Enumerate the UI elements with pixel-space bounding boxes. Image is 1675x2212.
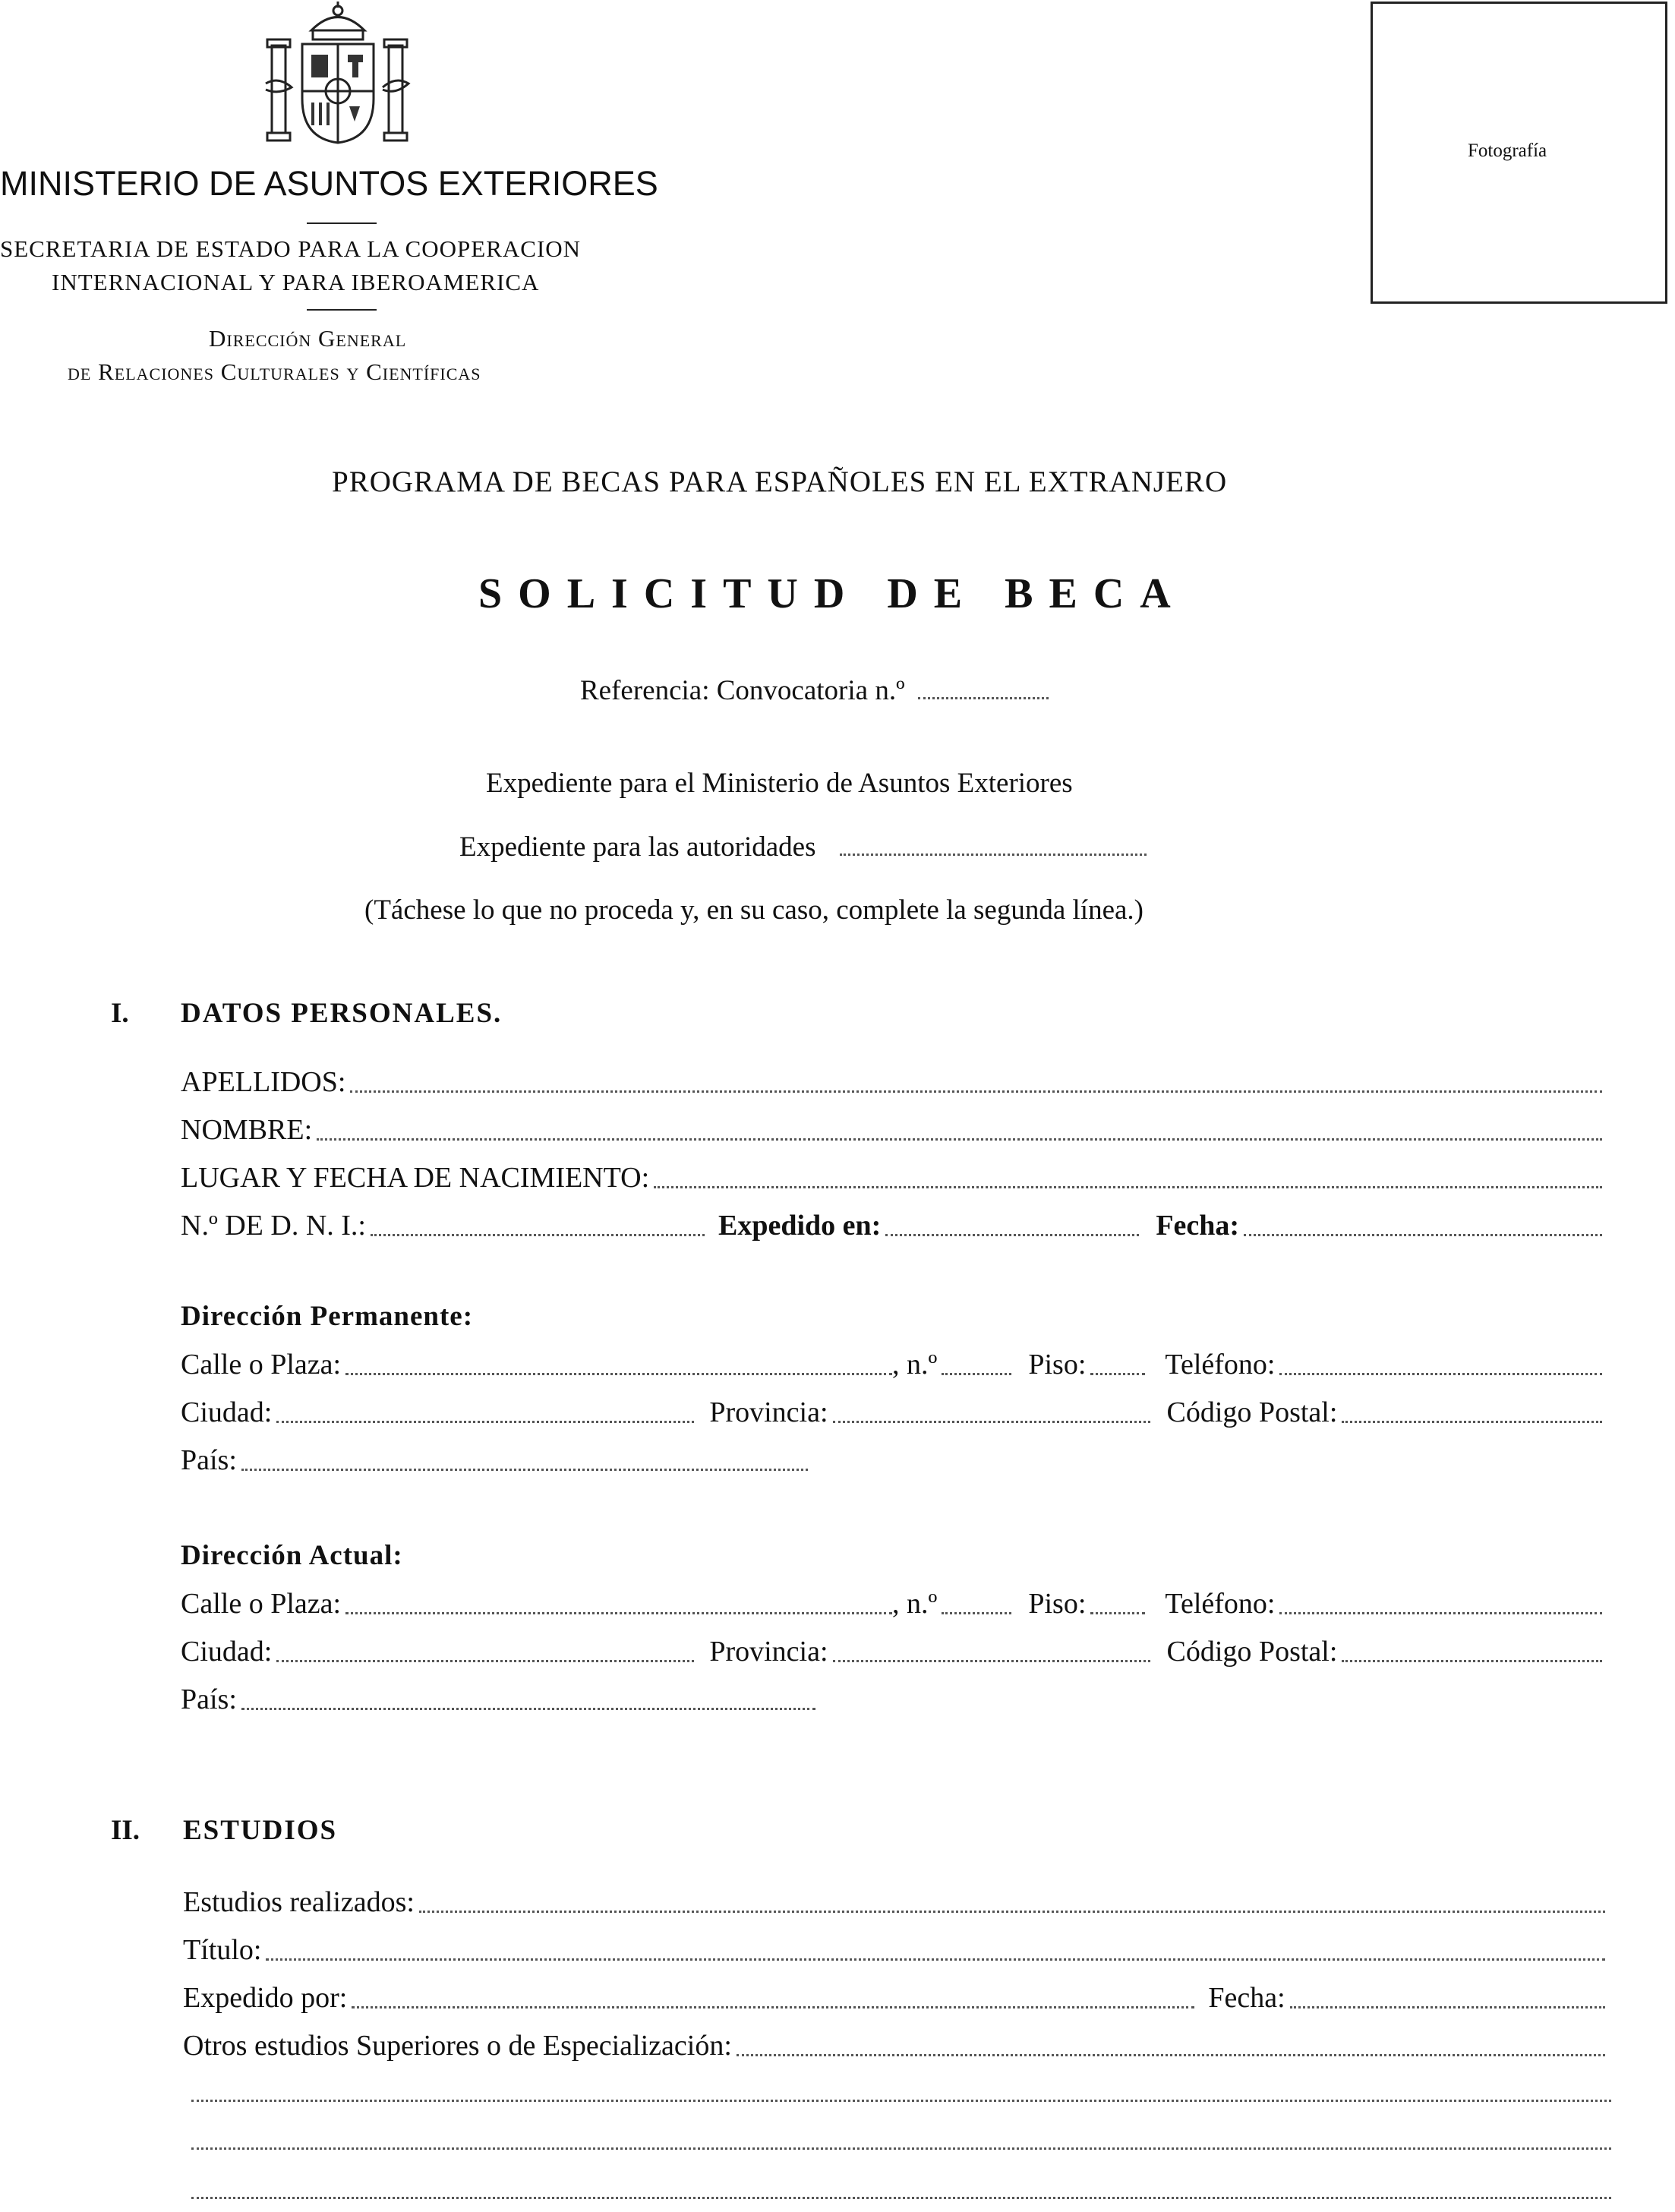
numero-label: , n.º [892,1349,938,1381]
otros-estudios-blank-line[interactable] [191,2197,1611,2199]
nombre-row [181,1113,1608,1147]
permanente-heading: Dirección Permanente: [181,1301,474,1332]
ciudad-label: Ciudad: [181,1396,273,1428]
dni-field[interactable] [371,1232,705,1236]
fecha-label: Fecha: [1208,1982,1285,2014]
coat-of-arms-icon [258,0,418,146]
expediente-autoridades-field[interactable] [840,852,1147,856]
dni-row [181,1209,1608,1242]
ciudad-label: Ciudad: [181,1636,273,1668]
actual-pais-row [181,1683,1608,1716]
ciudad-field[interactable] [276,1419,694,1423]
otros-estudios-row [183,2029,1611,2062]
actual-ciudad-row [181,1635,1608,1668]
otros-estudios-blank-line[interactable] [191,2147,1611,2150]
expediente-autoridades-line [459,831,1147,863]
actual-calle-row [181,1587,1608,1620]
reference-field[interactable] [918,696,1049,699]
calle-field[interactable] [345,1611,892,1614]
lugar-fecha-row [181,1161,1608,1194]
instruction-text: (Táchese lo que no proceda y, en su caso, complete la segunda línea.) [364,895,1143,926]
expedido-por-row [183,1981,1611,2015]
nombre-label: NOMBRE: [181,1114,313,1146]
ciudad-field[interactable] [276,1658,694,1662]
piso-label: Piso: [1028,1349,1087,1381]
expedido-en-field[interactable] [885,1232,1139,1236]
estudios-realizados-row [183,1885,1611,1919]
fecha-field[interactable] [1244,1232,1602,1236]
calle-label: Calle o Plaza: [181,1349,342,1381]
telefono-label: Teléfono: [1165,1588,1276,1620]
expediente-ministerio[interactable]: Expediente para el Ministerio de Asuntos Exteriores [486,768,1073,799]
otros-estudios-label: Otros estudios Superiores o de Especialización: [183,2030,732,2062]
secretary-line-1: SECRETARIA DE ESTADO PARA LA COOPERACION [0,235,582,262]
telefono-field[interactable] [1279,1611,1602,1614]
secretary-line-2: INTERNACIONAL Y PARA IBEROAMERICA [52,269,540,295]
calle-label: Calle o Plaza: [181,1588,342,1620]
section-1-title: DATOS PERSONALES. [181,998,503,1029]
direction-line-1: Dirección General [209,325,407,352]
codigo-postal-label: Código Postal: [1166,1396,1338,1428]
piso-field[interactable] [1090,1611,1145,1614]
expedido-en-label: Expedido en: [718,1210,882,1242]
apellidos-row [181,1065,1608,1099]
header-divider [307,309,377,311]
titulo-label: Título: [183,1934,262,1966]
reference-line [580,674,1049,707]
codigo-postal-label: Código Postal: [1166,1636,1338,1668]
header-divider [307,222,377,224]
codigo-postal-field[interactable] [1342,1419,1602,1423]
codigo-postal-field[interactable] [1342,1658,1602,1662]
pais-label: País: [181,1444,237,1476]
permanente-calle-row [181,1348,1608,1381]
provincia-label: Provincia: [709,1636,828,1668]
dni-label: N.º DE D. N. I.: [181,1210,366,1242]
section-2-number: II. [111,1815,140,1846]
page-title: SOLICITUD DE BECA [478,570,1187,617]
telefono-label: Teléfono: [1165,1349,1276,1381]
numero-field[interactable] [942,1611,1011,1614]
apellidos-field[interactable] [350,1089,1602,1093]
pais-label: País: [181,1683,237,1715]
photo-label: Fotografía [1468,140,1547,161]
photo-box[interactable] [1371,2,1667,304]
provincia-field[interactable] [833,1658,1150,1662]
calle-field[interactable] [345,1371,892,1375]
expedido-por-field[interactable] [352,2005,1194,2008]
lugar-fecha-label: LUGAR Y FECHA DE NACIMIENTO: [181,1162,650,1194]
provincia-field[interactable] [833,1419,1150,1423]
provincia-label: Provincia: [709,1396,828,1428]
reference-label: Referencia: Convocatoria n.º [580,675,905,706]
numero-field[interactable] [942,1371,1011,1375]
fecha-label: Fecha: [1156,1210,1240,1242]
titulo-row [183,1933,1611,1967]
numero-label: , n.º [892,1588,938,1620]
pais-field[interactable] [241,1467,808,1471]
piso-label: Piso: [1028,1588,1087,1620]
expedido-por-label: Expedido por: [183,1982,348,2014]
telefono-field[interactable] [1279,1371,1602,1375]
direction-line-2: de Relaciones Culturales y Científicas [68,358,481,385]
piso-field[interactable] [1090,1371,1145,1375]
estudios-realizados-field[interactable] [419,1909,1605,1913]
expediente-autoridades-label[interactable]: Expediente para las autoridades [459,831,816,863]
otros-estudios-blank-line[interactable] [191,2100,1611,2102]
section-1-number: I. [111,998,129,1029]
estudios-realizados-label: Estudios realizados: [183,1886,415,1918]
apellidos-label: APELLIDOS: [181,1066,346,1098]
fecha-field[interactable] [1290,2005,1605,2008]
lugar-fecha-field[interactable] [654,1185,1602,1188]
permanente-pais-row [181,1444,1608,1477]
permanente-ciudad-row [181,1396,1608,1429]
actual-heading: Dirección Actual: [181,1540,403,1571]
ministry-name: MINISTERIO DE ASUNTOS EXTERIORES [0,164,658,203]
pais-field[interactable] [241,1706,815,1710]
program-title: PROGRAMA DE BECAS PARA ESPAÑOLES EN EL EXTRANJERO [332,465,1228,498]
nombre-field[interactable] [317,1137,1602,1141]
titulo-field[interactable] [266,1957,1605,1961]
section-2-title: ESTUDIOS [183,1815,338,1846]
otros-estudios-field[interactable] [737,2053,1605,2056]
